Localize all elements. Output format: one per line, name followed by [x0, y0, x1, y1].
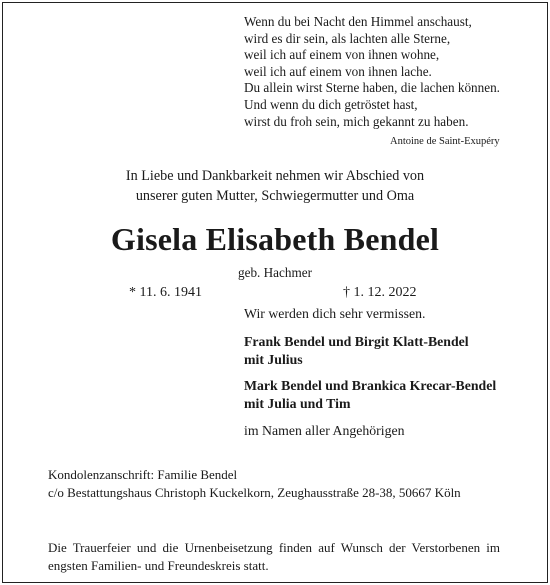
condolence-address-line-1: Kondolenzanschrift: Familie Bendel [48, 467, 238, 482]
intro-line-1: In Liebe und Dankbarkeit nehmen wir Abschied von [125, 168, 425, 184]
poem-line: weil ich auf einem von ihnen lache. [244, 63, 432, 79]
mourners-opening: Wir werden dich sehr vermissen. [244, 306, 426, 321]
poem-line: wirst du froh sein, mich gekannt zu haben. [244, 113, 469, 129]
death-date: † 1. 12. 2022 [343, 285, 417, 300]
poem-line: wird es dir sein, als lachten alle Sterne, [244, 30, 451, 46]
poem-author: Antoine de Saint-Exupéry [390, 136, 500, 147]
condolence-address-line-2: c/o Bestattungshaus Christoph Kuckelkorn, Zeughausstraße 28-38, 50667 Köln [48, 485, 461, 500]
mourners-closing: im Namen aller Angehörigen [244, 423, 405, 438]
birth-date: * 11. 6. 1941 [129, 285, 202, 300]
funeral-notice: Die Trauerfeier und die Urnenbeisetzung finden auf Wunsch der Verstorbenen im engsten Familien- und Freundeskreis statt. [48, 540, 500, 573]
family-1-children: mit Julius [244, 352, 303, 367]
poem-line: Wenn du bei Nacht den Himmel anschaust, [244, 14, 472, 29]
family-1-names: Frank Bendel und Birgit Klatt-Bendel [244, 334, 469, 349]
birth-name: geb. Hachmer [238, 265, 312, 280]
family-2-children: mit Julia und Tim [244, 396, 351, 411]
poem-line: Du allein wirst Sterne haben, die lachen können. [244, 80, 500, 96]
poem [244, 14, 544, 130]
poem-line: weil ich auf einem von ihnen wohne, [244, 47, 440, 63]
family-2-names: Mark Bendel und Brankica Krecar-Bendel [244, 378, 497, 393]
deceased-name: Gisela Elisabeth Bendel [110, 221, 440, 257]
intro-line-2: unserer guten Mutter, Schwiegermutter und Oma [135, 188, 415, 204]
poem-line: Und wenn du dich getröstet hast, [244, 96, 418, 112]
